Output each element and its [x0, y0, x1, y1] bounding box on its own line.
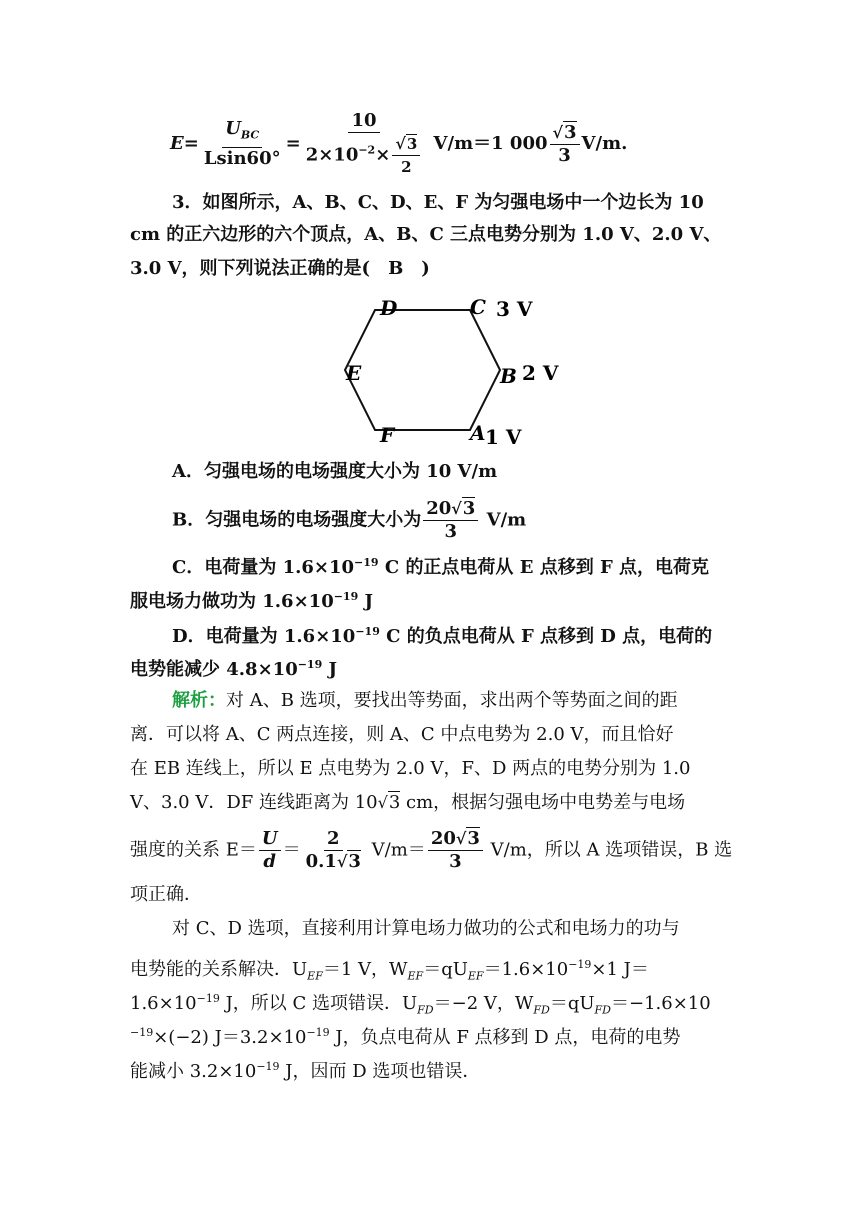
sqrt-val: 3: [388, 792, 401, 813]
label-c-voltage: 3 V: [496, 297, 533, 321]
exp: −19: [130, 1026, 154, 1039]
text: V/m＝: [365, 839, 426, 861]
sub: EF: [307, 969, 323, 983]
frac-num: 10: [348, 110, 379, 133]
question-line-2: cm 的正六边形的六个顶点，A、B、C 三点电势分别为 1.0 V、2.0 V、: [130, 224, 722, 245]
sqrt-val: 3: [462, 498, 476, 519]
label-a: A: [470, 421, 486, 445]
question-line-3: 3.0 V，则下列说法正确的是( B ): [130, 258, 430, 279]
label-b: B: [500, 364, 517, 388]
text: J，因而 D 选项也错误．: [279, 1061, 481, 1082]
sub: FD: [533, 1003, 550, 1017]
num-val: 20: [430, 828, 456, 849]
sub: EF: [467, 969, 484, 983]
text: ＝−2 V，W: [433, 993, 534, 1014]
analysis-label: 解析：: [172, 690, 226, 711]
sub: EF: [407, 969, 424, 983]
text: C 的负点电荷从 F 点移到 D 点，电荷的: [379, 626, 713, 647]
fraction-u-d: [259, 828, 281, 873]
text: ＝1.6×10: [483, 959, 569, 980]
exp: −19: [333, 590, 359, 603]
sqrt-val: 3: [348, 851, 361, 872]
frac-den: d: [263, 851, 277, 872]
option-c-line-2: [130, 582, 373, 617]
label-a-voltage: 1 V: [485, 425, 522, 449]
text: ＝: [282, 839, 301, 861]
fraction-sqrt3-3: $\frac{√3}{3}$: [550, 122, 580, 167]
text: C 的正点电荷从 E 点移到 F 点，电荷克: [378, 557, 710, 578]
text: V/m，所以 A 选项错误，B 选: [484, 839, 733, 861]
text: ＝qU: [423, 959, 468, 980]
fraction-20sqrt3-3b: $\frac{20√3}{3}$: [428, 828, 483, 873]
formula-eq2: =: [285, 133, 301, 154]
frac-den-complex: [303, 133, 426, 178]
text: 服电场力做功为 1.6×10: [130, 591, 334, 612]
exp: −19: [355, 625, 380, 638]
text: 对 A、B 选项，要找出等势面，求出两个等势面之间的距: [226, 690, 678, 711]
label-d: D: [380, 296, 398, 320]
formula-lhs: E: [170, 133, 184, 154]
fraction-sqrt3-2: $\frac{√3}{2}$: [392, 133, 420, 178]
num-val: 20: [426, 498, 452, 519]
frac-num: U: [225, 118, 241, 140]
analysis-line-3: 在 EB 连线上，所以 E 点电势为 2.0 V，F、D 两点的电势分别为 1.0: [130, 758, 691, 779]
analysis-p2-line-1: 对 C、D 选项，直接利用计算电场力做功的公式和电场力的功与: [172, 918, 680, 939]
fraction-10: [303, 110, 426, 178]
option-c-line-1: [172, 548, 709, 583]
frac-sub: BC: [240, 128, 260, 142]
option-b-unit: V/m: [486, 509, 527, 531]
formula-top: [170, 110, 627, 178]
unit-2: V/m.: [581, 133, 628, 154]
unit-1: V/m＝1 000: [433, 133, 548, 154]
sqrt-val: 3: [406, 135, 418, 153]
sub: FD: [417, 1003, 434, 1017]
exp: −19: [306, 1026, 330, 1039]
text: ＝−1.6×10: [611, 993, 711, 1014]
text: cm，根据匀强电场中电势差与电场: [400, 792, 686, 813]
den-exp: −2: [358, 143, 376, 157]
den-val: 0.1: [305, 851, 337, 872]
frac-den: 3: [444, 521, 458, 542]
label-e: E: [346, 361, 362, 385]
text: 电势能减少 4.8×10: [130, 659, 298, 680]
analysis-line-2: 离．可以将 A、C 两点连接，则 A、C 中点电势为 2.0 V，而且恰好: [130, 724, 674, 745]
fraction-ubc: [201, 118, 284, 170]
option-d-line-1: [172, 617, 712, 652]
frac-num: 2: [324, 828, 343, 851]
text: 能减小 3.2×10: [130, 1061, 257, 1082]
question-line-1: 3．如图所示，A、B、C、D、E、F 为匀强电场中一个边长为 10: [172, 192, 704, 213]
analysis-p2-line-5: [130, 1052, 480, 1087]
sqrt-val: 3: [564, 121, 577, 143]
frac-den: 3: [558, 144, 571, 166]
formula-eq: =: [183, 133, 199, 154]
label-c: C: [470, 295, 486, 319]
option-b-text: B．匀强电场的电场强度大小为: [172, 509, 422, 531]
fraction-20sqrt3-3: $\frac{20√3}{3}$: [423, 498, 478, 543]
den-part: ×: [375, 144, 391, 166]
frac-den: Lsin60°: [203, 147, 281, 169]
exp: −19: [568, 958, 592, 971]
sub: FD: [594, 1003, 611, 1017]
text: 1.6×10: [130, 993, 197, 1014]
exp: −19: [196, 992, 220, 1005]
sqrt-val: 3: [467, 828, 480, 849]
analysis-line-6: 项正确．: [130, 884, 202, 905]
exp: −19: [354, 556, 379, 569]
text: 强度的关系 E＝: [130, 839, 257, 861]
exp: −19: [256, 1060, 280, 1073]
frac-den: 3: [449, 851, 462, 872]
text: J: [322, 659, 338, 680]
analysis-p2-line-4: [130, 1018, 680, 1053]
text: ×1 J＝: [591, 959, 649, 980]
text: J，负点电荷从 F 点移到 D 点，电荷的电势: [329, 1027, 681, 1048]
analysis-line-5: [130, 828, 732, 873]
text: J，所以 C 选项错误．U: [219, 993, 418, 1014]
analysis-line-1: [172, 686, 678, 716]
option-d-line-2: [130, 650, 337, 685]
text: ＝1 V，W: [322, 959, 408, 980]
text: ×(−2) J＝3.2×10: [153, 1027, 307, 1048]
option-a: A．匀强电场的电场强度大小为 10 V/m: [172, 461, 498, 482]
fraction-2-01sqrt3: $\frac{2}{0.1√3}$: [305, 828, 361, 872]
text: J: [358, 591, 374, 612]
text: C．电荷量为 1.6×10: [172, 557, 355, 578]
exp: −19: [297, 658, 323, 671]
label-f: F: [380, 423, 395, 447]
analysis-line-4: V、3.0 V．DF 连线距离为 10√3 cm，根据匀强电场中电势差与电场: [130, 792, 686, 813]
text: D．电荷量为 1.6×10: [172, 626, 356, 647]
hexagon-shape: [345, 310, 500, 430]
frac-num: U: [259, 828, 281, 851]
hexagon-diagram: [330, 290, 570, 450]
den-part: 2×10: [305, 144, 359, 166]
frac-den: 2: [401, 158, 412, 176]
text: V、3.0 V．DF 连线距离为 10: [130, 792, 378, 813]
text: 电势能的关系解决．U: [130, 959, 308, 980]
label-b-voltage: 2 V: [522, 361, 559, 385]
option-b: [172, 498, 526, 543]
text: ＝qU: [549, 993, 595, 1014]
